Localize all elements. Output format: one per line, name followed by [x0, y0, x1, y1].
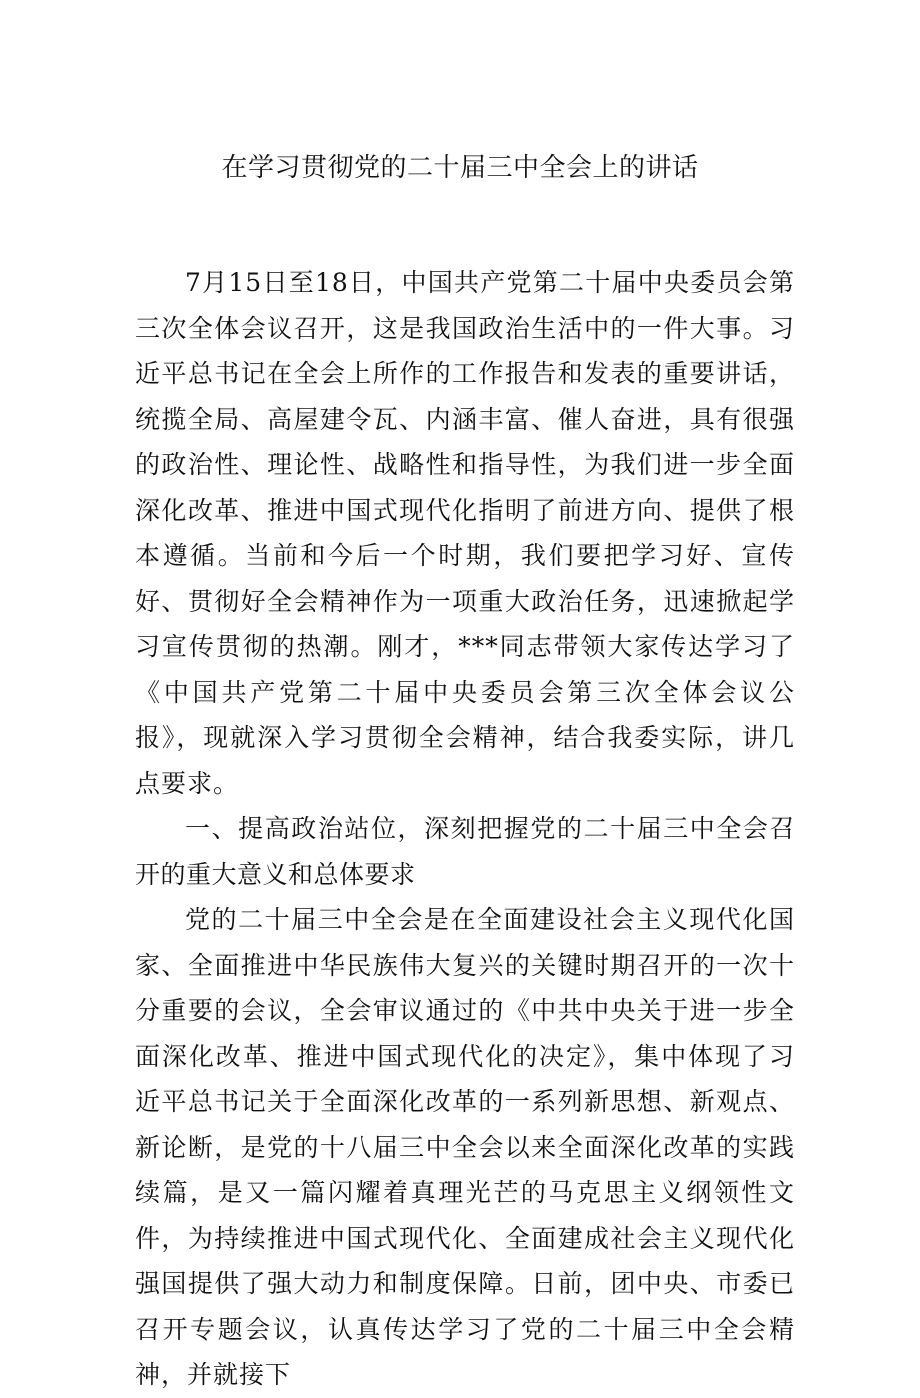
document-body — [135, 260, 795, 1398]
document-title: 在学习贯彻党的二十届三中全会上的讲话 — [221, 153, 699, 183]
intro-paragraph: 7月15日至18日，中国共产党第二十届中央委员会第三次全体会议召开，这是我国政治生活中的一件大事。习近平总书记在全会上所作的工作报告和发表的重要讲话，统揽全局、高屋建令瓦、内涵丰富、催人奋进，具有很强的政治性、理论性、战略性和指导性，为我们进一步全面深化改革、推进中国式现代化指明了前进方向、提供了根本遵循。当前和今后一个时期，我们要把学习好、宣传好、贯彻好全会精神作为一项重大政治任务，迅速掀起学习宣传贯彻的热潮。刚才，***同志带领大家传达学习了《中国共产党第二十届中央委员会第三次全体会议公报》，现就深入学习贯彻全会精神，结合我委实际，讲几点要求。 — [135, 268, 795, 798]
section-1-paragraph: 党的二十届三中全会是在全面建设社会主义现代化国家、全面推进中华民族伟大复兴的关键时期召开的一次十分重要的会议，全会审议通过的《中共中央关于进一步全面深化改革、推进中国式现代化的决定》，集中体现了习近平总书记关于全面深化改革的一系列新思想、新观点、新论断，是党的十八届三中全会以来全面深化改革的实践续篇，是又一篇闪耀着真理光芒的马克思主义纲领性文件，为持续推进中国式现代化、全面建成社会主义现代化强国提供了强大动力和制度保障。日前，团中央、市委已召开专题会议，认真传达学习了党的二十届三中全会精神，并就接下 — [135, 905, 795, 1389]
section-heading-1: 一、提高政治站位，深刻把握党的二十届三中全会召开的重大意义和总体要求 — [135, 814, 795, 889]
